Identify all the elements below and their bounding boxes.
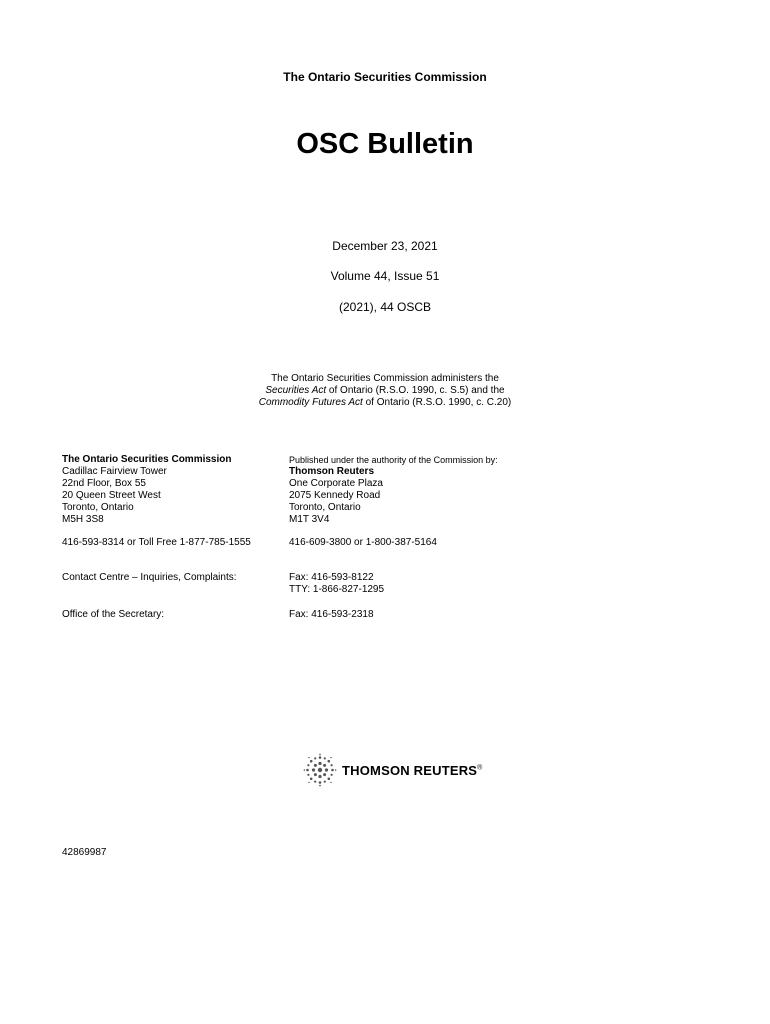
administers-line-3-rest: of Ontario (R.S.O. 1990, c. C.20) [362, 397, 512, 408]
osc-address-line: 22nd Floor, Box 55 [62, 478, 146, 489]
osc-name: The Ontario Securities Commission [62, 454, 232, 465]
osc-address-block [62, 454, 282, 526]
secretary-fax: Fax: 416-593-2318 [289, 609, 374, 620]
osc-address-line: Toronto, Ontario [62, 502, 134, 513]
logo-wordmark [342, 763, 483, 778]
secretary-label: Office of the Secretary: [62, 609, 165, 620]
thomson-reuters-logo [303, 753, 483, 787]
osc-phone: 416-593-8314 or Toll Free 1-877-785-1555 [62, 537, 251, 548]
publisher-phone: 416-609-3800 or 1-800-387-5164 [289, 537, 437, 548]
osc-address-line: M5H 3S8 [62, 514, 104, 525]
document-id: 42869987 [62, 847, 107, 858]
logo-text: THOMSON REUTERS [342, 762, 478, 778]
administers-line-3 [0, 397, 770, 409]
securities-act-name: Securities Act [265, 385, 327, 396]
issue-date: December 23, 2021 [332, 239, 438, 253]
contact-fax-block [289, 572, 384, 596]
commodity-futures-act-name: Commodity Futures Act [258, 397, 363, 408]
publisher-address-line: Toronto, Ontario [289, 502, 361, 513]
publisher-address-block [289, 454, 549, 526]
organization-heading: The Ontario Securities Commission [283, 70, 487, 84]
administers-line-2 [0, 385, 770, 397]
publisher-address-line: M1T 3V4 [289, 514, 330, 525]
administers-statement [0, 373, 770, 409]
administers-line-2-rest: of Ontario (R.S.O. 1990, c. S.5) and the [326, 385, 505, 396]
contact-tty: TTY: 1-866-827-1295 [289, 584, 385, 595]
publisher-name: Thomson Reuters [289, 466, 375, 477]
contact-centre-label: Contact Centre – Inquiries, Complaints: [62, 572, 237, 583]
osc-address-line: Cadillac Fairview Tower [62, 466, 167, 477]
publisher-address-line: One Corporate Plaza [289, 478, 383, 489]
contact-fax: Fax: 416-593-8122 [289, 572, 374, 583]
thomson-reuters-dots-icon [303, 753, 337, 787]
published-by-note: Published under the authority of the Commission by: [289, 455, 498, 465]
osc-address-line: 20 Queen Street West [62, 490, 161, 501]
registered-mark: ® [477, 764, 483, 772]
issue-citation: (2021), 44 OSCB [338, 300, 432, 314]
page-title: OSC Bulletin [296, 128, 474, 160]
publisher-address-line: 2075 Kennedy Road [289, 490, 381, 501]
administers-line-1: The Ontario Securities Commission administers the [271, 373, 499, 384]
issue-volume: Volume 44, Issue 51 [330, 269, 440, 283]
